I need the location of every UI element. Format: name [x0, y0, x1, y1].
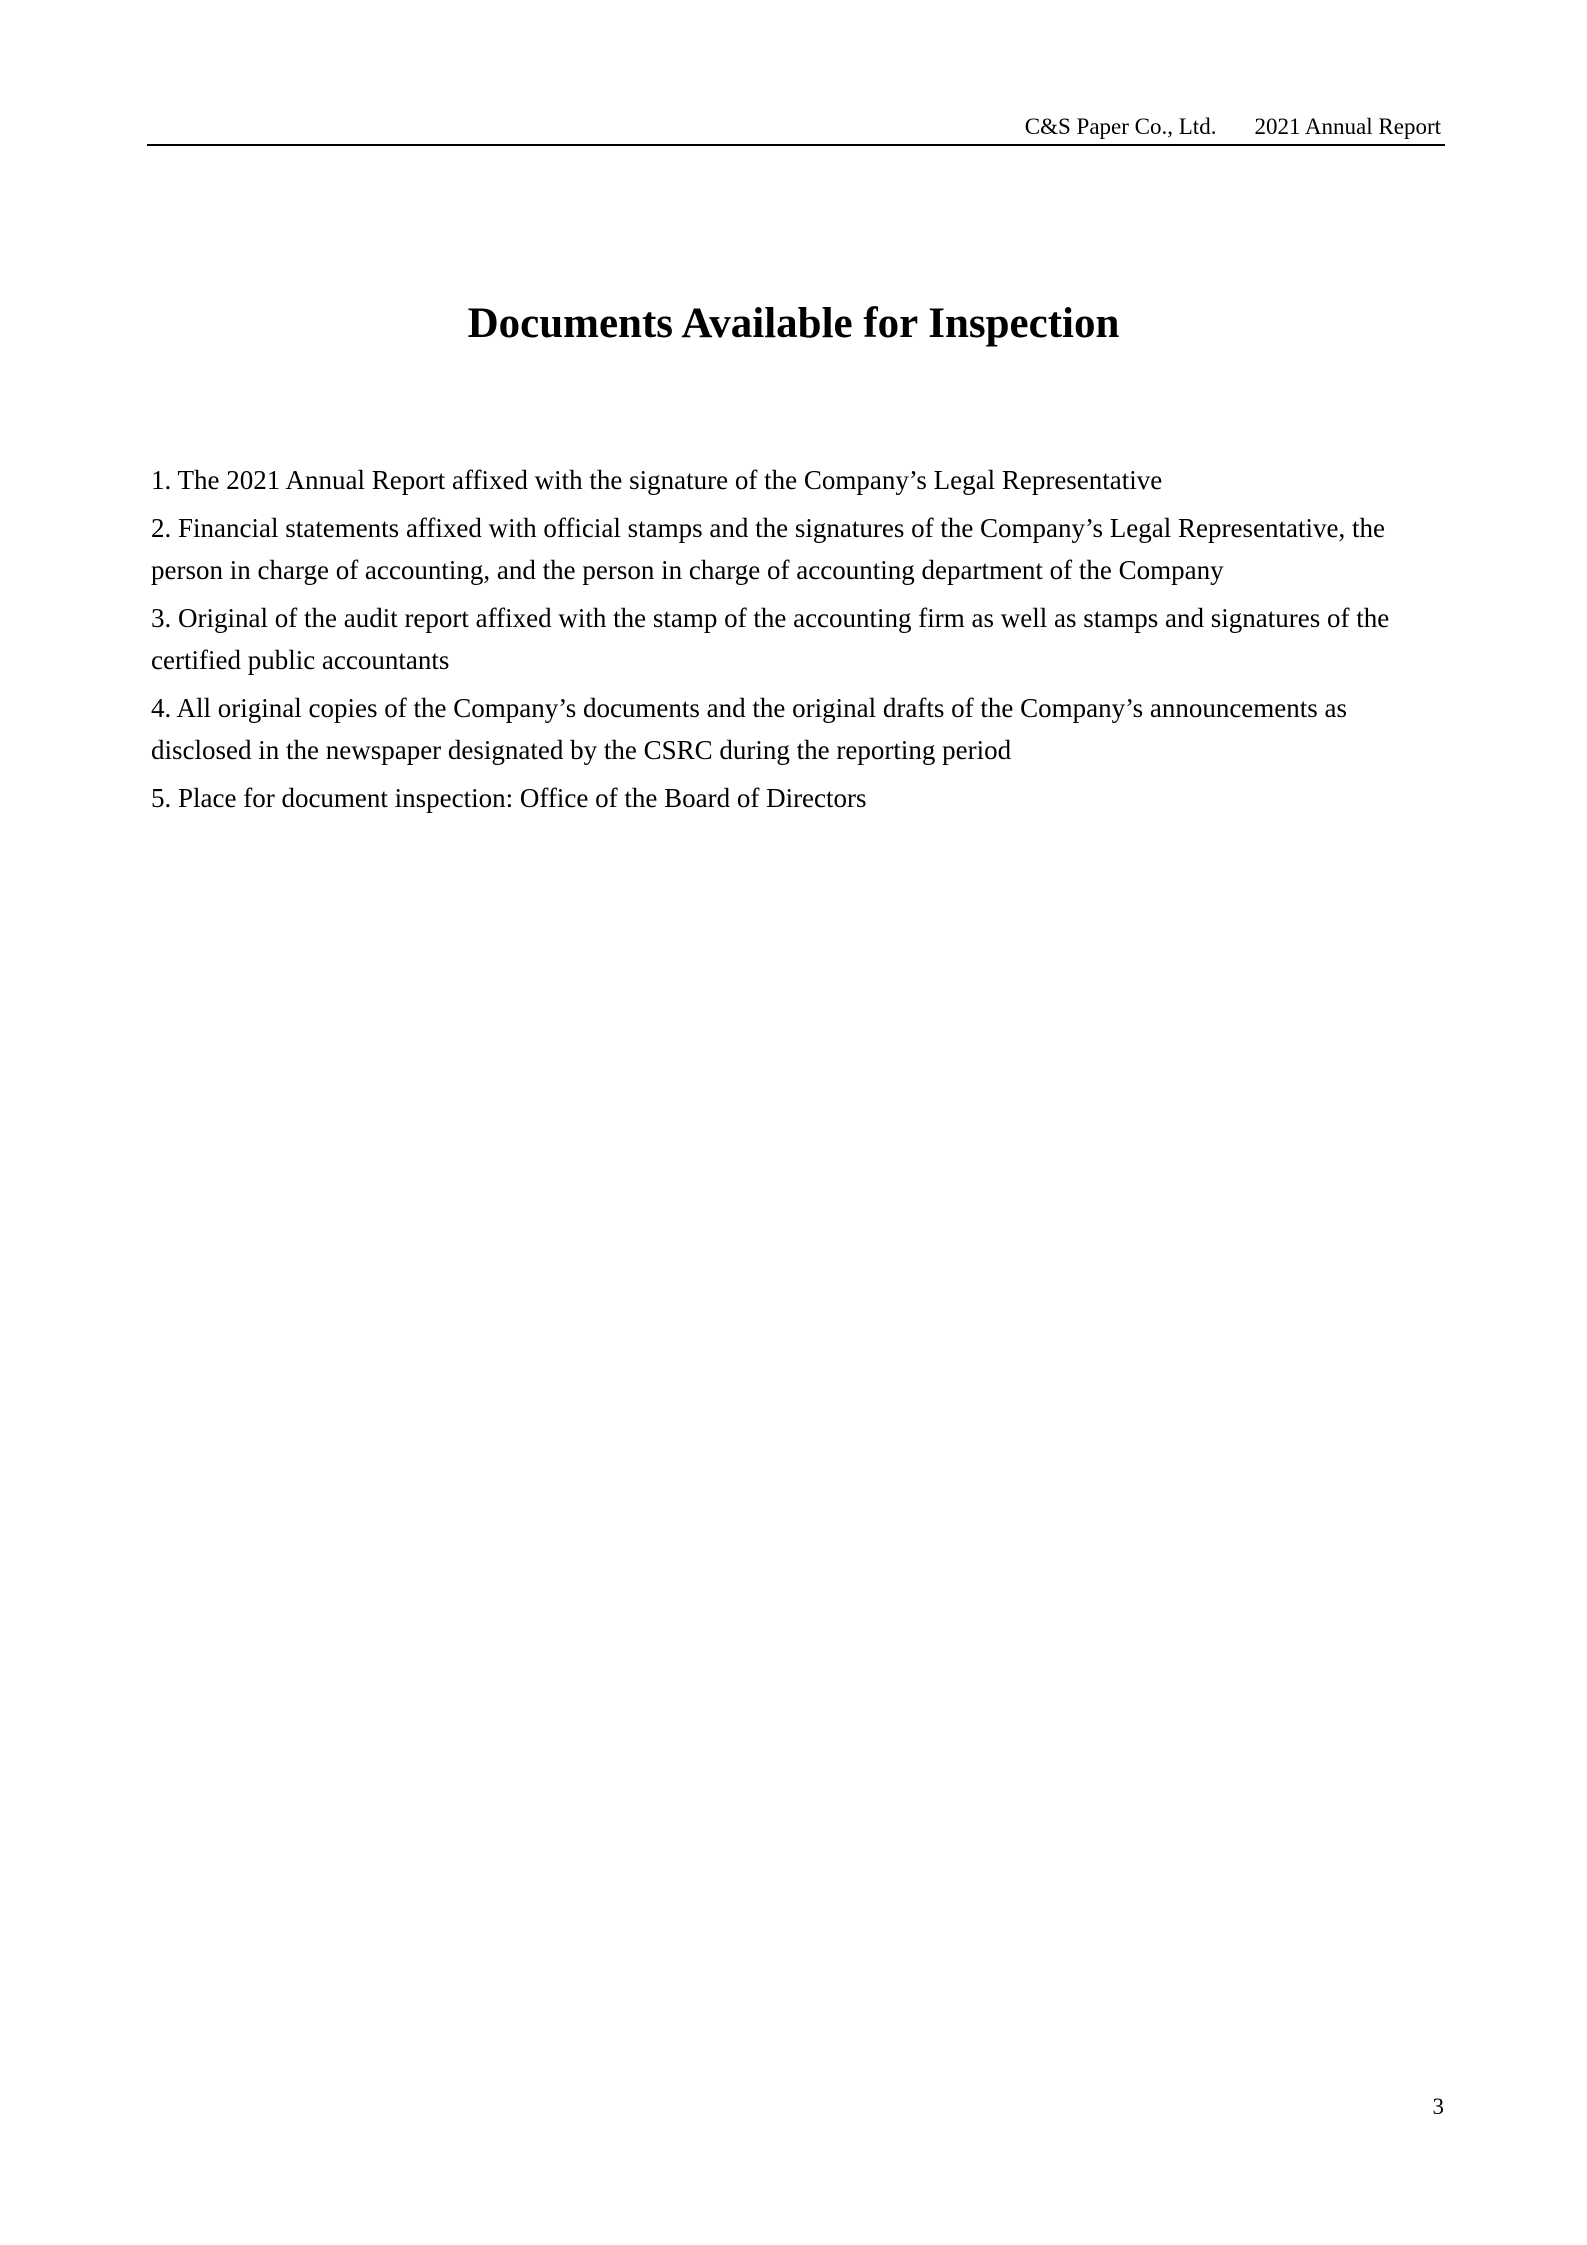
list-item: 2. Financial statements affixed with official stamps and the signatures of the Company’s Legal Representative, the person in charge of accounting, and the person in charge of accounting department of the Company	[151, 513, 1385, 585]
header-report: 2021 Annual Report	[1254, 114, 1441, 139]
document-list	[151, 459, 1447, 825]
page-header	[147, 112, 1445, 146]
list-item: 4. All original copies of the Company’s documents and the original drafts of the Company’s announcements as disclosed in the newspaper designated by the CSRC during the reporting period	[151, 693, 1348, 765]
list-item: 1. The 2021 Annual Report affixed with the signature of the Company’s Legal Representative	[151, 465, 1163, 495]
list-item: 5. Place for document inspection: Office of the Board of Directors	[151, 783, 867, 813]
page-title: Documents Available for Inspection	[467, 300, 1120, 347]
page-number: 3	[1432, 2094, 1444, 2119]
header-company: C&S Paper Co., Ltd.	[1024, 114, 1217, 139]
list-item: 3. Original of the audit report affixed with the stamp of the accounting firm as well as stamps and signatures of the certified public accountants	[151, 603, 1390, 675]
header-text	[1025, 112, 1441, 142]
